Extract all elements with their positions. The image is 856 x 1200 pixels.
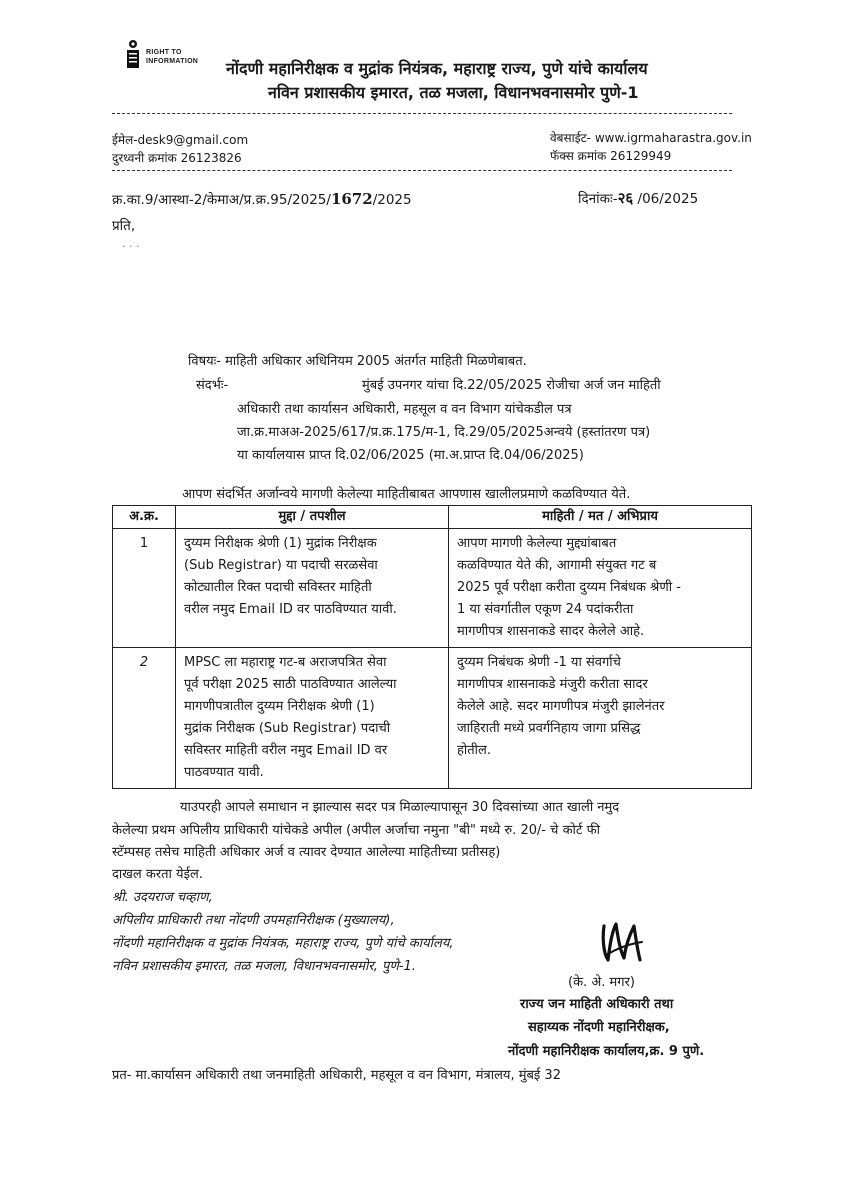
signatory-name: (के. अे. मगर) xyxy=(568,975,635,990)
letter-date xyxy=(578,188,698,208)
table-row xyxy=(113,529,752,648)
office-address: नविन प्रशासकीय इमारत, तळ मजला, विधानभवनासमोर पुणे-1 xyxy=(268,83,639,102)
appeal-line4: दाखल करता येईल. xyxy=(112,867,203,882)
rti-emblem-icon xyxy=(122,38,144,78)
appeal-line3: स्टॅम्पसह तसेच माहिती अधिकार अर्ज व त्यावर देण्यात आलेल्या माहितीच्या प्रतीसह) xyxy=(112,845,501,860)
row-subject xyxy=(176,529,449,648)
recipient-label: प्रति, xyxy=(112,218,136,234)
subject-line-text: (Sub Registrar) या पदाची सरळसेवा xyxy=(184,558,378,573)
contact-email: ईमेल-desk9@gmail.com xyxy=(112,133,249,147)
subject-line-text: दुय्यम निरीक्षक श्रेणी (1) मुद्रांक निरीक्षक xyxy=(184,536,377,551)
header-information: माहिती / मत / अभिप्राय xyxy=(449,506,752,529)
info-line-text: 2025 पूर्व परीक्षा करीता दुय्यम निबंधक श्रेणी - xyxy=(457,580,681,595)
contact-website: वेबसाईट- www.igrmaharastra.gov.in xyxy=(550,131,752,145)
appellate-office: नोंदणी महानिरीक्षक व मुद्रांक नियंत्रक, महाराष्ट्र राज्य, पुणे यांचे कार्यालय, xyxy=(112,936,454,951)
signatory-designation3: नोंदणी महानिरीक्षक कार्यालय,क्र. 9 पुणे. xyxy=(508,1044,705,1059)
appellate-designation: अपिलीय प्राधिकारी तथा नोंदणी उपमहानिरीक्षक (मुख्यालय), xyxy=(112,913,395,928)
row-serial: 2 xyxy=(113,648,176,789)
appellate-name: श्री. उदयराज चव्हाण, xyxy=(112,890,213,905)
date-label: दिनांकः- xyxy=(578,191,618,207)
row-information xyxy=(449,529,752,648)
contact-fax: फॅक्स क्रमांक 26129949 xyxy=(550,149,672,163)
subject-line-text: पूर्व परीक्षा 2025 साठी पाठविण्यात आलेल्या xyxy=(184,677,397,692)
info-line-text: कळविण्यात येते की, आगामी संयुक्त गट ब xyxy=(457,558,657,573)
table-header-row xyxy=(113,506,752,529)
signature-mark xyxy=(598,914,648,968)
subject-line-text: सविस्तर माहिती वरील नमुद Email ID वर xyxy=(184,743,388,758)
subject-line-text: पाठवण्यात यावी. xyxy=(184,765,264,780)
copy-to: प्रत- मा.कार्यासन अधिकारी तथा जनमाहिती अधिकारी, महसूल व वन विभाग, मंत्रालय, मुंबई 32 xyxy=(112,1068,561,1083)
reference-number-handwritten: 1672 xyxy=(330,190,373,208)
info-line-text: आपण मागणी केलेल्या मुद्द्यांबाबत xyxy=(457,536,617,551)
subject-text: माहिती अधिकार अधिनियम 2005 अंतर्गत माहिती मिळणेबाबत. xyxy=(225,354,527,369)
references-label: संदर्भः- xyxy=(196,378,229,393)
recipient-redacted-mark: · · · xyxy=(122,240,140,253)
row-subject xyxy=(176,648,449,789)
header-subject: मुद्दा / तपशील xyxy=(176,506,449,529)
reference-number-suffix: /2025 xyxy=(372,192,412,208)
references-line2: अधिकारी तथा कार्यासन अधिकारी, महसूल व वन विभाग यांचेकडील पत्र xyxy=(237,402,572,417)
office-title: नोंदणी महानिरीक्षक व मुद्रांक नियंत्रक, महाराष्ट्र राज्य, पुणे यांचे कार्यालय xyxy=(226,59,648,78)
rti-logo-text xyxy=(146,48,198,66)
header-divider xyxy=(112,113,732,114)
subject-line xyxy=(188,351,527,369)
intro-paragraph: आपण संदर्भित अर्जान्वये मागणी केलेल्या माहितीबाबत आपणास खालीलप्रमाणे कळविण्यात येते. xyxy=(182,487,631,502)
info-line-text: जाहिराती मध्ये प्रवर्गनिहाय जागा प्रसिद्ध xyxy=(457,721,641,736)
subject-line-text: मागणीपत्रातील दुय्यम निरीक्षक श्रेणी (1) xyxy=(184,699,375,714)
reference-number xyxy=(112,190,412,208)
contact-divider xyxy=(112,170,732,171)
rti-logo-line1: RIGHT TO xyxy=(146,49,182,56)
info-line-text: मागणीपत्र शासनाकडे मंजुरी करीता सादर xyxy=(457,677,648,692)
date-month-year: /06/2025 xyxy=(633,191,699,207)
subject-line-text: MPSC ला महाराष्ट्र गट-ब अराजपत्रित सेवा xyxy=(184,655,387,670)
info-line-text: दुय्यम निबंधक श्रेणी -1 या संवर्गाचे xyxy=(457,655,621,670)
row-information xyxy=(449,648,752,789)
appellate-address: नविन प्रशासकीय इमारत, तळ मजला, विधानभवनासमोर, पुणे-1. xyxy=(112,959,416,974)
subject-line-text: कोट्यातील रिक्त पदाची सविस्तर माहिती xyxy=(184,580,372,595)
subject-line-text: मुद्रांक निरीक्षक (Sub Registrar) पदाची xyxy=(184,721,391,736)
subject-label: विषयः- xyxy=(188,354,221,369)
references-line4: या कार्यालयास प्राप्त दि.02/06/2025 (मा.अ.प्राप्त दि.04/06/2025) xyxy=(237,448,584,463)
rti-logo-line2: INFORMATION xyxy=(146,58,199,65)
info-line-text: होतील. xyxy=(457,743,491,758)
contact-phone: दुरध्वनी क्रमांक 26123826 xyxy=(112,151,242,165)
date-handwritten-day: २६ xyxy=(617,189,634,207)
signatory-designation1: राज्य जन माहिती अधिकारी तथा xyxy=(520,997,674,1012)
header-serial: अ.क्र. xyxy=(113,506,176,529)
info-line-text: 1 या संवर्गातील एकूण 24 पदांकरीता xyxy=(457,602,634,617)
references-line3: जा.क्र.माअअ-2025/617/प्र.क्र.175/म-1, दि.29/05/2025अन्वये (हस्तांतरण पत्र) xyxy=(237,425,651,440)
reference-number-prefix: क्र.का.9/आस्था-2/केमाअ/प्र.क्र.95/2025/ xyxy=(112,192,331,208)
table-row xyxy=(113,648,752,789)
rti-logo xyxy=(122,38,222,78)
row-serial: 1 xyxy=(113,529,176,648)
appeal-line2: केलेल्या प्रथम अपिलीय प्राधिकारी यांचेकडे अपील (अपील अर्जाचा नमुना "बी" मध्ये रु. 20/- चे कोर्ट फी xyxy=(112,823,600,838)
subject-line-text: वरील नमुद Email ID वर पाठविण्यात यावी. xyxy=(184,602,397,617)
information-table xyxy=(112,505,752,789)
references-line1: मुंबई उपनगर यांचा दि.22/05/2025 रोजीचा अर्ज जन माहिती xyxy=(362,378,661,393)
signatory-designation2: सहाय्यक नोंदणी महानिरीक्षक, xyxy=(528,1020,670,1035)
appeal-line1: याउपरही आपले समाधान न झाल्यास सदर पत्र मिळाल्यापासून 30 दिवसांच्या आत खाली नमुद xyxy=(180,800,620,815)
info-line-text: मागणीपत्र शासनाकडे सादर केलेले आहे. xyxy=(457,624,645,639)
info-line-text: केलेले आहे. सदर मागणीपत्र मंजुरी झालेनंतर xyxy=(457,699,665,714)
